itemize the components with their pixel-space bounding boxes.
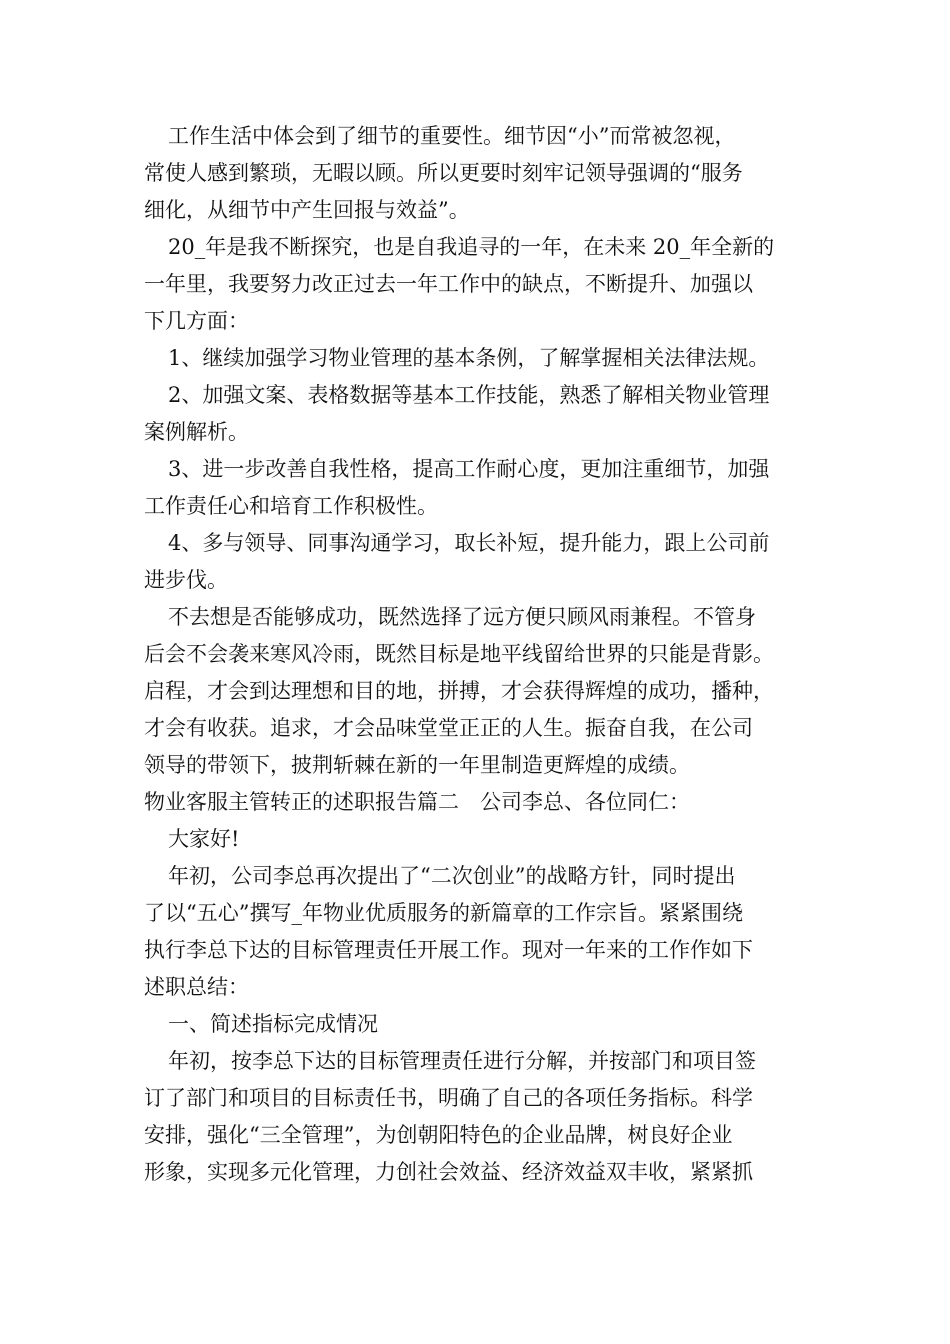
list-item-line: 1、继续加强学习物业管理的基本条例，了解掌握相关法律法规。 (168, 346, 770, 370)
paragraph-line: 年初，公司李总再次提出了“二次创业”的战略方针，同时提出 (168, 864, 736, 888)
paragraph-line: 20_年是我不断探究，也是自我追寻的一年，在未来 20_年全新的 (168, 235, 775, 259)
list-item-line: 3、进一步改善自我性格，提高工作耐心度，更加注重细节，加强 (168, 457, 770, 481)
paragraph-line: 工作生活中体会到了细节的重要性。细节因“小”而常被忽视， (168, 124, 736, 148)
paragraph-line: 了以“五心”撰写_年物业优质服务的新篇章的工作宗旨。紧紧围绕 (144, 901, 743, 925)
list-item-line: 2、加强文案、表格数据等基本工作技能，熟悉了解相关物业管理 (168, 383, 770, 407)
paragraph-line: 领导的带领下，披荆斩棘在新的一年里制造更辉煌的成绩。 (144, 753, 690, 777)
list-item-line: 4、多与领导、同事沟通学习，取长补短，提升能力，跟上公司前 (168, 531, 770, 555)
greeting-line: 大家好! (168, 827, 240, 851)
list-item-line: 进步伐。 (144, 568, 228, 592)
paragraph-line: 下几方面： (144, 309, 249, 333)
paragraph-line: 细化，从细节中产生回报与效益”。 (144, 198, 470, 222)
paragraph-line: 年初，按李总下达的目标管理责任进行分解，并按部门和项目签 (168, 1049, 756, 1073)
paragraph-line: 执行李总下达的目标管理责任开展工作。现对一年来的工作作如下 (144, 938, 753, 962)
paragraph-line: 述职总结： (144, 975, 249, 999)
paragraph-line: 不去想是否能够成功，既然选择了远方便只顾风雨兼程。不管身 (168, 605, 756, 629)
paragraph-line: 形象，实现多元化管理，力创社会效益、经济效益双丰收，紧紧抓 (144, 1160, 753, 1184)
list-item-line: 工作责任心和培育工作积极性。 (144, 494, 438, 518)
list-item-line: 案例解析。 (144, 420, 249, 444)
paragraph-line: 一年里，我要努力改正过去一年工作中的缺点，不断提升、加强以 (144, 272, 753, 296)
paragraph-line: 才会有收获。追求，才会品味堂堂正正的人生。振奋自我，在公司 (144, 716, 753, 740)
paragraph-line: 启程，才会到达理想和目的地，拼搏，才会获得辉煌的成功，播种， (144, 679, 774, 703)
paragraph-line: 安排，强化“三全管理”，为创朝阳特色的企业品牌，树良好企业 (144, 1123, 733, 1147)
section-heading-line: 物业客服主管转正的述职报告篇二 公司李总、各位同仁： (144, 790, 690, 814)
paragraph-line: 订了部门和项目的目标责任书，明确了自己的各项任务指标。科学 (144, 1086, 753, 1110)
subheading-line: 一、简述指标完成情况 (168, 1012, 378, 1036)
paragraph-line: 常使人感到繁琐，无暇以顾。所以更要时刻牢记领导强调的“服务 (144, 161, 743, 185)
paragraph-line: 后会不会袭来寒风冷雨，既然目标是地平线留给世界的只能是背影。 (144, 642, 774, 666)
document-body (144, 118, 824, 1191)
